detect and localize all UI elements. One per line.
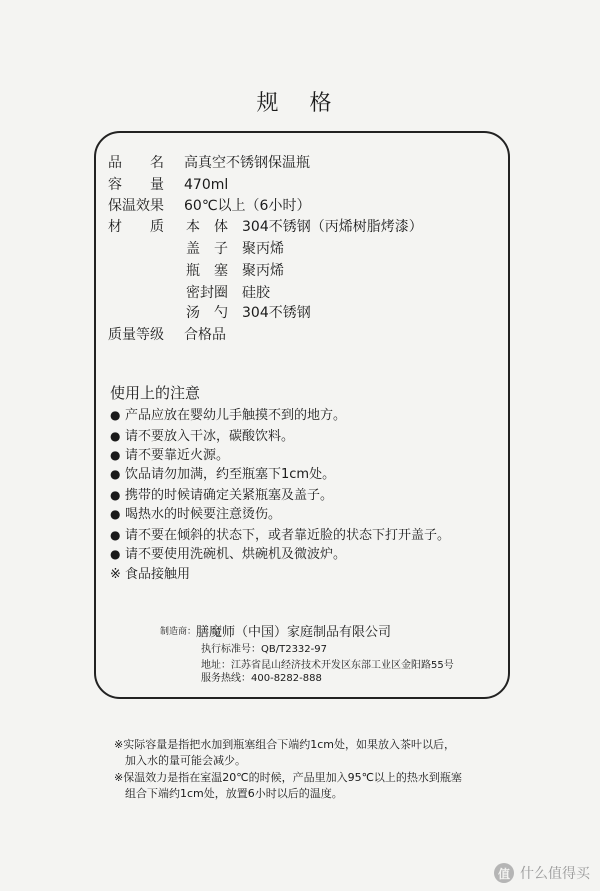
- footnote: 加入水的量可能会减少。: [114, 754, 246, 767]
- manufacturer: [160, 620, 391, 640]
- material-value: 304不锈钢: [242, 305, 311, 321]
- footnote: 组合下端约1cm处，放置6小时以后的温度。: [114, 787, 343, 800]
- bullet-icon: ●: [110, 467, 121, 481]
- note-text: 饮品请勿加满，约至瓶塞下1cm处。: [125, 467, 336, 482]
- note-text: 喝热水的时候要注意烫伤。: [125, 507, 282, 522]
- watermark-text: 什么值得买: [520, 866, 590, 882]
- material-value: 聚丙烯: [242, 241, 284, 257]
- spec-row-insulation: [108, 197, 310, 215]
- bullet-icon: ●: [110, 429, 121, 443]
- spec-row-capacity: [108, 176, 228, 194]
- material-value: 304不锈钢（丙烯树脂烤漆）: [242, 219, 423, 235]
- bullet-icon: ●: [110, 488, 121, 502]
- food-contact-note: ※ 食品接触用: [110, 567, 191, 582]
- watermark-logo-icon: 值: [494, 863, 514, 883]
- note-text: 产品应放在婴幼儿手触摸不到的地方。: [125, 408, 347, 423]
- bullet-icon: ●: [110, 408, 121, 422]
- footnote: ※实际容量是指把水加到瓶塞组合下端约1cm处，如果放入茶叶以后，: [114, 738, 455, 751]
- notes-title: 使用上的注意: [110, 384, 201, 402]
- manufacturer-label: 制造商：: [160, 627, 197, 637]
- note-text: 请不要在倾斜的状态下，或者靠近脸的状态下打开盖子。: [125, 528, 451, 543]
- address: 地址：江苏省昆山经济技术开发区东部工业区金阳路55号: [201, 660, 454, 671]
- material-row: [186, 262, 284, 280]
- footnote: ※保温效力是指在室温20℃的时候，产品里加入95℃以上的热水到瓶塞: [114, 771, 462, 784]
- material-part: 汤 勺: [186, 305, 228, 321]
- standard-number: 执行标准号：QB/T2332-97: [201, 644, 327, 655]
- spec-label: 品 名: [108, 155, 164, 171]
- note-item: [110, 546, 346, 563]
- note-item: [110, 527, 450, 544]
- material-part: 瓶 塞: [186, 263, 228, 279]
- material-row: [186, 240, 284, 258]
- note-text: 请不要放入干冰，碳酸饮料。: [125, 429, 295, 444]
- spec-value: 高真空不锈钢保温瓶: [184, 155, 310, 171]
- spec-label: 质量等级: [108, 327, 164, 343]
- note-item: [110, 466, 335, 483]
- material-row: [186, 284, 270, 302]
- material-row: [186, 304, 311, 322]
- spec-value: 合格品: [184, 327, 226, 343]
- spec-label: 容 量: [108, 177, 164, 193]
- spec-value: 60℃以上（6小时）: [184, 198, 311, 214]
- bullet-icon: ●: [110, 547, 121, 561]
- bullet-icon: ●: [110, 507, 121, 521]
- spec-row-name: [108, 154, 310, 172]
- spec-label: 保温效果: [108, 198, 164, 214]
- note-item: [110, 407, 346, 424]
- bullet-icon: ●: [110, 528, 121, 542]
- note-item: [110, 506, 281, 523]
- material-part: 本 体: [186, 219, 228, 235]
- note-text: 请不要靠近火源。: [125, 448, 230, 463]
- note-text: 请不要使用洗碗机、烘碗机及微波炉。: [125, 547, 347, 562]
- spec-row-quality: [108, 326, 226, 344]
- manufacturer-name: 膳魔师（中国）家庭制品有限公司: [196, 625, 392, 640]
- note-text: 携带的时候请确定关紧瓶塞及盖子。: [125, 488, 334, 503]
- spec-row-material: [108, 218, 184, 236]
- spec-label: 材 质: [108, 219, 164, 235]
- watermark: [494, 863, 590, 883]
- material-part: 盖 子: [186, 241, 228, 257]
- material-row: [186, 218, 423, 236]
- note-item: [110, 428, 294, 445]
- service-hotline: 服务热线：400-8282-888: [201, 673, 322, 684]
- note-item: [110, 487, 333, 504]
- material-value: 硅胶: [242, 285, 270, 301]
- note-item: [110, 447, 229, 464]
- material-part: 密封圈: [186, 285, 228, 301]
- spec-value: 470ml: [184, 177, 229, 193]
- material-value: 聚丙烯: [242, 263, 284, 279]
- page-title: 规 格: [256, 91, 344, 116]
- bullet-icon: ●: [110, 448, 121, 462]
